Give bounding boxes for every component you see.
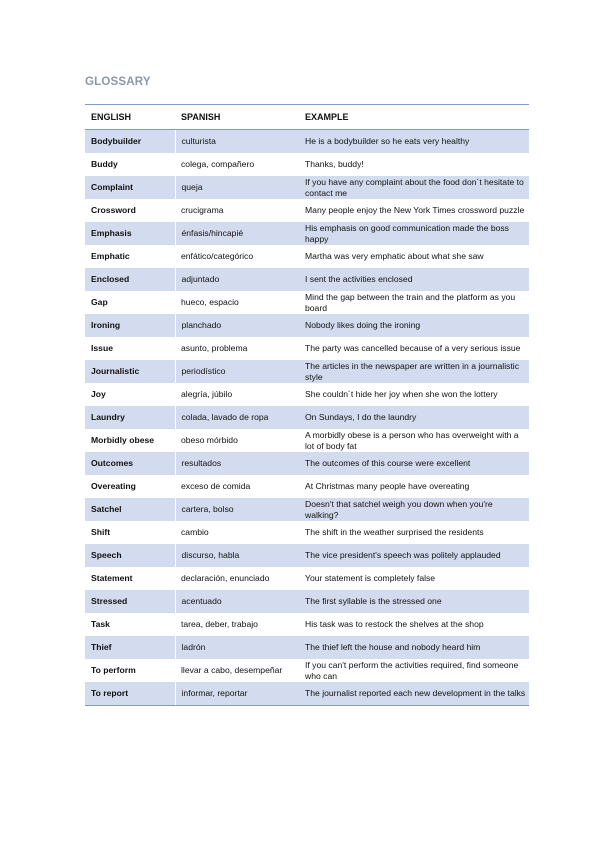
cell-example: Many people enjoy the New York Times crossword puzzle bbox=[299, 199, 529, 222]
cell-spanish: llevar a cabo, desempeñar bbox=[175, 659, 299, 682]
table-row bbox=[85, 383, 529, 406]
table-row bbox=[85, 544, 529, 567]
cell-example: Martha was very emphatic about what she saw bbox=[299, 245, 529, 268]
cell-english: Buddy bbox=[85, 153, 175, 176]
cell-spanish: declaración, enunciado bbox=[175, 567, 299, 590]
cell-spanish: cambio bbox=[175, 521, 299, 544]
cell-example: The party was cancelled because of a very serious issue bbox=[299, 337, 529, 360]
column-header-example: EXAMPLE bbox=[299, 105, 529, 130]
table-row bbox=[85, 452, 529, 475]
table-row bbox=[85, 498, 529, 521]
cell-spanish: cartera, bolso bbox=[175, 498, 299, 521]
cell-english: Ironing bbox=[85, 314, 175, 337]
cell-spanish: enfático/categórico bbox=[175, 245, 299, 268]
table-row bbox=[85, 659, 529, 682]
cell-english: Thief bbox=[85, 636, 175, 659]
table-row bbox=[85, 360, 529, 383]
table-row bbox=[85, 429, 529, 452]
cell-spanish: énfasis/hincapié bbox=[175, 222, 299, 245]
table-row bbox=[85, 406, 529, 429]
cell-example: The journalist reported each new development in the talks bbox=[299, 682, 529, 706]
table-row bbox=[85, 268, 529, 291]
cell-example: Doesn't that satchel weigh you down when you're walking? bbox=[299, 498, 529, 521]
cell-english: Journalistic bbox=[85, 360, 175, 383]
cell-spanish: culturista bbox=[175, 130, 299, 154]
cell-spanish: acentuado bbox=[175, 590, 299, 613]
table-row bbox=[85, 245, 529, 268]
table-row bbox=[85, 337, 529, 360]
cell-example: If you have any complaint about the food don´t hesitate to contact me bbox=[299, 176, 529, 199]
cell-english: Shift bbox=[85, 521, 175, 544]
cell-example: His emphasis on good communication made the boss happy bbox=[299, 222, 529, 245]
cell-spanish: exceso de comida bbox=[175, 475, 299, 498]
cell-example: I sent the activities enclosed bbox=[299, 268, 529, 291]
table-row bbox=[85, 636, 529, 659]
cell-english: Crossword bbox=[85, 199, 175, 222]
cell-example: The articles in the newspaper are written in a journalistic style bbox=[299, 360, 529, 383]
cell-english: Outcomes bbox=[85, 452, 175, 475]
cell-english: Joy bbox=[85, 383, 175, 406]
cell-example: If you can't perform the activities required, find someone who can bbox=[299, 659, 529, 682]
cell-spanish: queja bbox=[175, 176, 299, 199]
cell-english: Stressed bbox=[85, 590, 175, 613]
cell-example: At Christmas many people have overeating bbox=[299, 475, 529, 498]
cell-english: Emphasis bbox=[85, 222, 175, 245]
cell-english: Bodybuilder bbox=[85, 130, 175, 154]
cell-spanish: tarea, deber, trabajo bbox=[175, 613, 299, 636]
cell-english: Overeating bbox=[85, 475, 175, 498]
table-row bbox=[85, 682, 529, 706]
column-header-english: ENGLISH bbox=[85, 105, 175, 130]
table-row bbox=[85, 521, 529, 544]
cell-example: A morbidly obese is a person who has overweight with a lot of body fat bbox=[299, 429, 529, 452]
column-header-spanish: SPANISH bbox=[175, 105, 299, 130]
page-title: GLOSSARY bbox=[85, 76, 151, 88]
table-row bbox=[85, 291, 529, 314]
cell-example: Thanks, buddy! bbox=[299, 153, 529, 176]
cell-spanish: hueco, espacio bbox=[175, 291, 299, 314]
cell-spanish: informar, reportar bbox=[175, 682, 299, 706]
table-row bbox=[85, 567, 529, 590]
cell-example: His task was to restock the shelves at the shop bbox=[299, 613, 529, 636]
cell-example: The vice president's speech was politely applauded bbox=[299, 544, 529, 567]
cell-spanish: colega, compañero bbox=[175, 153, 299, 176]
table-row bbox=[85, 475, 529, 498]
cell-english: Satchel bbox=[85, 498, 175, 521]
table-row bbox=[85, 222, 529, 245]
cell-english: Gap bbox=[85, 291, 175, 314]
cell-english: Complaint bbox=[85, 176, 175, 199]
cell-english: Issue bbox=[85, 337, 175, 360]
cell-example: He is a bodybuilder so he eats very healthy bbox=[299, 130, 529, 154]
cell-english: To perform bbox=[85, 659, 175, 682]
cell-english: Morbidly obese bbox=[85, 429, 175, 452]
cell-spanish: ladrón bbox=[175, 636, 299, 659]
cell-spanish: asunto, problema bbox=[175, 337, 299, 360]
cell-example: The shift in the weather surprised the residents bbox=[299, 521, 529, 544]
cell-english: Enclosed bbox=[85, 268, 175, 291]
cell-spanish: alegría, júbilo bbox=[175, 383, 299, 406]
glossary-body bbox=[85, 130, 529, 706]
cell-example: Nobody likes doing the ironing bbox=[299, 314, 529, 337]
cell-spanish: resultados bbox=[175, 452, 299, 475]
cell-example: The outcomes of this course were excellent bbox=[299, 452, 529, 475]
cell-example: The thief left the house and nobody heard him bbox=[299, 636, 529, 659]
cell-spanish: obeso mórbido bbox=[175, 429, 299, 452]
cell-english: Statement bbox=[85, 567, 175, 590]
table-row bbox=[85, 314, 529, 337]
cell-english: To report bbox=[85, 682, 175, 706]
cell-spanish: adjuntado bbox=[175, 268, 299, 291]
glossary-table bbox=[85, 104, 529, 706]
cell-english: Emphatic bbox=[85, 245, 175, 268]
table-row bbox=[85, 176, 529, 199]
table-header-row bbox=[85, 105, 529, 130]
table-row bbox=[85, 199, 529, 222]
table-row bbox=[85, 590, 529, 613]
table-row bbox=[85, 130, 529, 154]
cell-spanish: periodístico bbox=[175, 360, 299, 383]
cell-spanish: crucigrama bbox=[175, 199, 299, 222]
cell-spanish: planchado bbox=[175, 314, 299, 337]
table-row bbox=[85, 613, 529, 636]
cell-english: Speech bbox=[85, 544, 175, 567]
cell-example: On Sundays, I do the laundry bbox=[299, 406, 529, 429]
cell-example: Your statement is completely false bbox=[299, 567, 529, 590]
cell-spanish: colada, lavado de ropa bbox=[175, 406, 299, 429]
cell-spanish: discurso, habla bbox=[175, 544, 299, 567]
cell-example: The first syllable is the stressed one bbox=[299, 590, 529, 613]
table-row bbox=[85, 153, 529, 176]
cell-english: Task bbox=[85, 613, 175, 636]
cell-example: Mind the gap between the train and the platform as you board bbox=[299, 291, 529, 314]
cell-english: Laundry bbox=[85, 406, 175, 429]
cell-example: She couldn´t hide her joy when she won the lottery bbox=[299, 383, 529, 406]
